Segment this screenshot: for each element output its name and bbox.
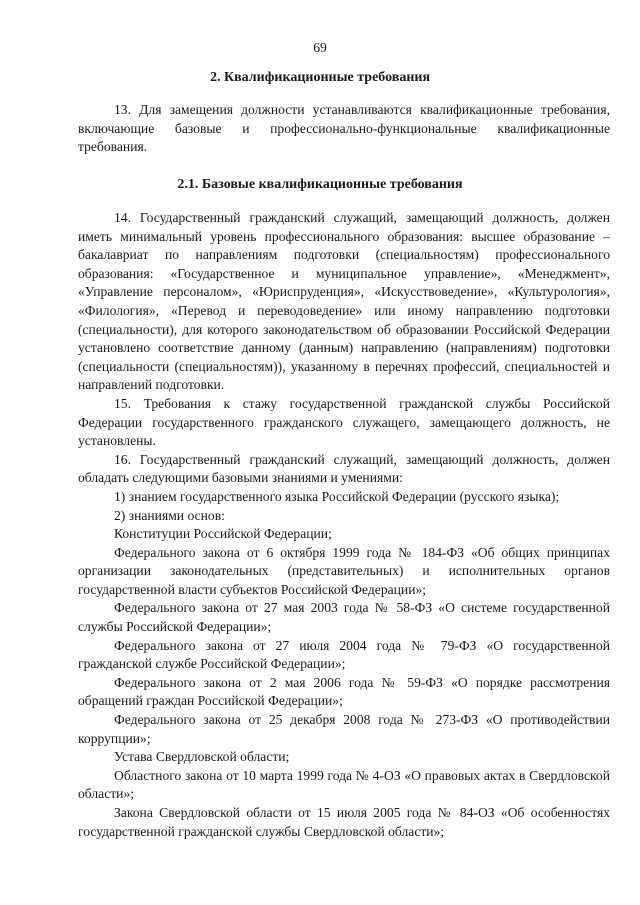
law-item: Федерального закона от 2 мая 2006 года № 59-ФЗ «О порядке рассмотрения обращений граждан Российской Федерации»;	[78, 674, 610, 709]
law-item: Федерального закона от 25 декабря 2008 года № 273-ФЗ «О противодействии коррупции»;	[78, 712, 610, 746]
subsection-heading: 2.1. Базовые квалификационные требования	[177, 177, 463, 192]
paragraph-13: 13. Для замещения должности устанавливаются квалификационные требования, включающие базовые и профессионально-функциональные квалификационные требования.	[78, 102, 610, 155]
law-item: Устава Свердловской области;	[114, 749, 290, 765]
law-item: Областного закона от 10 марта 1999 года № 4-ОЗ «О правовых актах в Свердловской области»;	[78, 767, 610, 802]
section-heading: 2. Квалификационные требования	[209, 70, 431, 85]
paragraph: 14. Государственный гражданский служащий, замещающий должность, должен иметь минимальный уровень профессионального образования: высшее образование – бакалавриат по направлениям подготовки (специальностям) профессионального образования: «Государственное и муниципальное управление», «Менеджмент», «Управление персоналом», «Юриспруденция», «Искусствоведение», «Культурология», «Филология», «Перевод и переводоведение» или иному направлению подготовки (специальности), для которого законодательством об образовании Российской Федерации установлено соответствие данному (данным) направлению (направлениям) подготовки (специальности (специальностям)), указанному в перечнях профессий, специальностей и направлений подготовки.	[78, 210, 610, 393]
intro-block	[78, 101, 610, 157]
paragraph: 15. Требования к стажу государственной гражданской службы Российской Федерации государственного гражданского служащего, замещающего должность, не установлены.	[78, 395, 610, 449]
page-number: 69	[313, 40, 327, 55]
law-item: Федерального закона от 6 октября 1999 года № 184-ФЗ «Об общих принципах организации законодательных (представительных) и исполнительных органов государственной власти субъектов Российской Федерации»;	[78, 544, 610, 597]
law-item: Закона Свердловской области от 15 июля 2005 года № 84-ОЗ «Об особенностях государственной гражданской службы Свердловской области»;	[78, 805, 610, 839]
paragraph: 16. Государственный гражданский служащий, замещающий должность, должен обладать следующими базовыми знаниями и умениями:	[78, 451, 610, 486]
law-item: Федерального закона от 27 мая 2003 года № 58-ФЗ «О системе государственной службы Российской Федерации»;	[78, 600, 610, 635]
requirements-body	[78, 209, 610, 841]
law-item: Конституции Российской Федерации;	[114, 526, 332, 542]
law-item: Федерального закона от 27 июля 2004 года № 79-ФЗ «О государственной гражданской службе Российской Федерации»;	[78, 637, 610, 672]
list-item: 2) знаниями основ:	[114, 507, 225, 523]
list-item: 1) знанием государственного языка Российской Федерации (русского языка);	[114, 488, 560, 504]
